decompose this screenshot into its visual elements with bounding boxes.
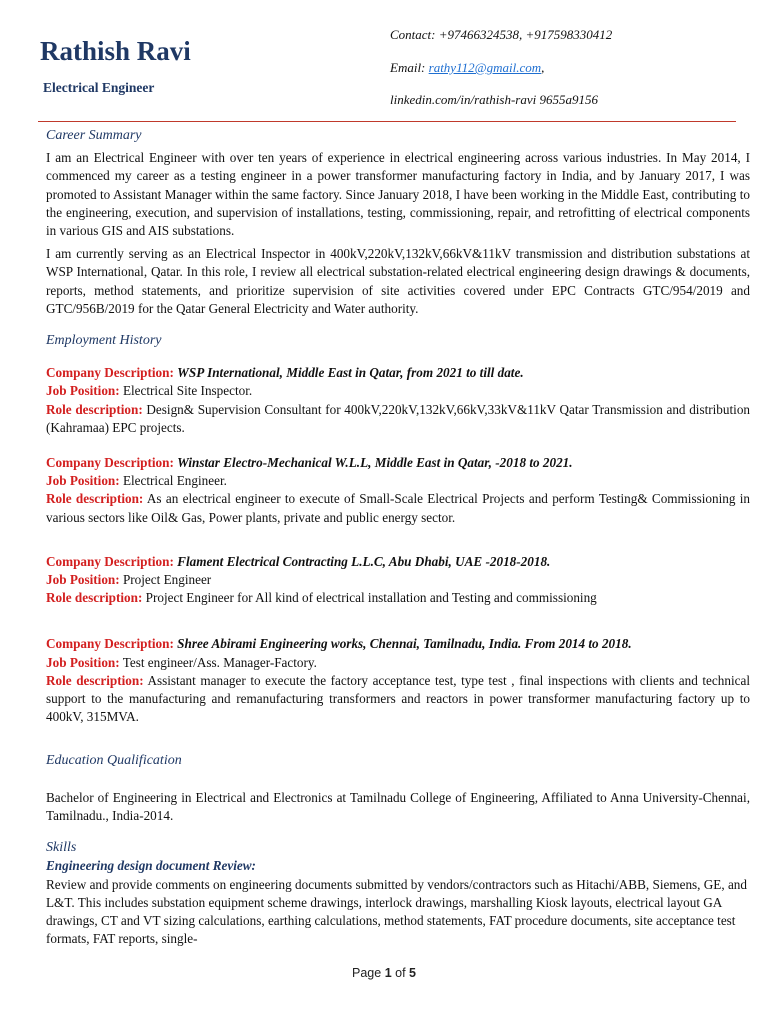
- job-company-line: [46, 553, 750, 571]
- linkedin-line: linkedin.com/in/rathish-ravi 9655a9156: [390, 92, 598, 107]
- job-company-line: [46, 364, 750, 382]
- job-company-line: [46, 454, 750, 472]
- contact-label: Contact:: [390, 27, 439, 42]
- job-position-line: [46, 472, 750, 490]
- company-text: WSP International, Middle East in Qatar, from 2021 to till date.: [177, 365, 524, 381]
- section-heading-education: Education Qualification: [46, 753, 182, 769]
- contact-phones: +97466324538, +917598330412: [438, 27, 613, 42]
- role-text: As an electrical engineer to execute of Small-Scale Electrical Projects and perform Testing& Commissioning in various sectors like Oil& Gas, Power plants, private and public energy sector.: [46, 491, 750, 525]
- section-heading-employment: Employment History: [46, 333, 162, 349]
- email-label: Email:: [390, 60, 429, 75]
- role-label: Role description:: [46, 590, 143, 606]
- job-position-line: [46, 654, 750, 672]
- company-label: Company Description:: [46, 455, 174, 471]
- position-text: Electrical Site Inspector.: [122, 383, 253, 399]
- job-entry: [46, 553, 750, 608]
- job-role-line: [46, 589, 750, 607]
- job-role-line: [46, 672, 750, 727]
- job-title: Electrical Engineer: [43, 80, 155, 95]
- company-text: Winstar Electro-Mechanical W.L.L, Middle East in Qatar, -2018 to 2021.: [177, 455, 573, 471]
- role-text: Project Engineer for All kind of electrical installation and Testing and commissioning: [145, 590, 597, 606]
- email-link[interactable]: rathy112@gmail.com: [428, 60, 542, 75]
- job-position-line: [46, 382, 750, 400]
- section-heading-skills: Skills: [46, 840, 77, 856]
- job-entry: [46, 635, 750, 726]
- role-text: Design& Supervision Consultant for 400kV,220kV,132kV,66kV,33kV&11kV Qatar Transmission and distribution (Kahramaa) EPC projects.: [46, 401, 751, 435]
- summary-paragraph-2: I am currently serving as an Electrical Inspector in 400kV,220kV,132kV,66kV&11kV transmission and distribution substations at WSP International, Qatar. In this role, I review all electrical substation-related electrical engineering design drawings & documents, reports, method statements, and prioritize supervision of site activities covered under EPC Contracts GTC/954/2019 and GTC/956B/2019 for the Qatar General Electricity and Water authority.: [46, 246, 750, 316]
- role-label: Role description:: [46, 491, 144, 507]
- job-company-line: [46, 635, 750, 653]
- position-label: Job Position:: [46, 654, 120, 670]
- position-text: Project Engineer: [122, 572, 212, 588]
- position-label: Job Position:: [46, 572, 120, 588]
- section-heading-career-summary: Career Summary: [46, 128, 142, 143]
- total-page-count: 5: [409, 966, 416, 980]
- page-footer: [0, 966, 768, 980]
- of-word: of: [391, 966, 410, 980]
- job-role-line: [46, 490, 750, 526]
- job-role-line: [46, 401, 750, 437]
- contact-line: [390, 27, 612, 43]
- job-entry: [46, 364, 750, 437]
- summary-paragraph-1: I am an Electrical Engineer with over ten years of experience in electrical engineering across various industries. In May 2014, I commenced my career as a testing engineer in a power transformer manufacturing factory in India, and by January 2017, I was promoted to Assistant Manager within the same factory. Since January 2018, I have been working in the Middle East, contributing to the engineering, execution, and supervision of installations, testing, commissioning, repair, and retrofitting of electrical components in various GIS and AIS substations.: [46, 150, 750, 239]
- role-label: Role description:: [46, 401, 143, 417]
- header-divider: [38, 121, 736, 122]
- company-text: Flament Electrical Contracting L.L.C, Abu Dhabi, UAE -2018-2018.: [177, 553, 551, 569]
- current-page-number: 1: [384, 966, 392, 980]
- company-label: Company Description:: [46, 636, 174, 652]
- position-label: Job Position:: [46, 473, 120, 489]
- company-label: Company Description:: [46, 553, 174, 569]
- page-word: Page: [352, 966, 385, 980]
- resume-body: [46, 127, 750, 948]
- candidate-name: Rathish Ravi: [40, 36, 191, 66]
- email-suffix: ,: [541, 60, 545, 75]
- position-text: Test engineer/Ass. Manager-Factory.: [122, 654, 317, 670]
- role-label: Role description:: [46, 672, 144, 688]
- position-text: Electrical Engineer.: [122, 473, 227, 489]
- role-text: Assistant manager to execute the factory acceptance test, type test , final inspections with clients and technical support to the manufacturing and remanufacturing transformers and reactors in power transformer manufacturing factory up to 400kV, 315MVA.: [46, 672, 750, 725]
- skills-subheading: Engineering design document Review:: [46, 858, 256, 874]
- education-text: Bachelor of Engineering in Electrical and Electronics at Tamilnadu College of Engineering, Affiliated to Anna University-Chennai, Tamilnadu., India-2014.: [46, 789, 750, 823]
- position-label: Job Position:: [46, 383, 120, 399]
- email-line: [390, 60, 544, 76]
- company-text: Shree Abirami Engineering works, Chennai, Tamilnadu, India. From 2014 to 2018.: [177, 636, 632, 652]
- job-position-line: [46, 571, 750, 589]
- job-entry: [46, 454, 750, 527]
- skills-text: Review and provide comments on engineering documents submitted by vendors/contractors such as Hitachi/ABB, Siemens, GE, and L&T. This includes substation equipment scheme drawings, interlock drawings, marshalling Kiosk layouts, electrical layout GA drawings, CT and VT sizing calculations, earthing calculations, method statements, FAT procedure documents, site acceptance test formats, FAT reports, single-: [46, 876, 747, 947]
- company-label: Company Description:: [46, 365, 174, 381]
